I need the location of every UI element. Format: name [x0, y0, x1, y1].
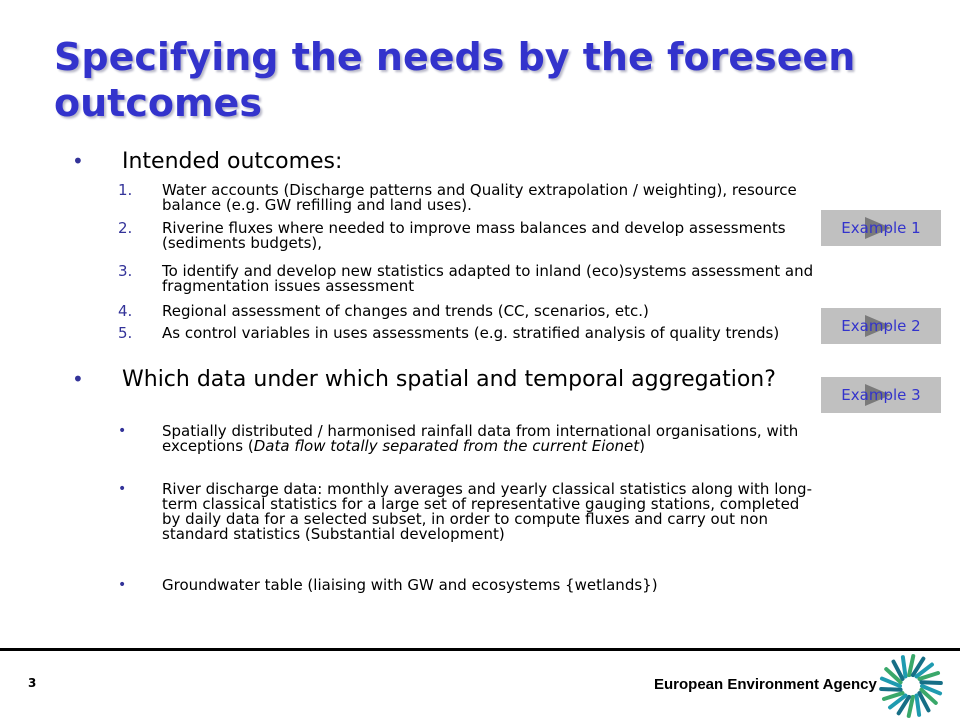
list-number: 3.: [118, 262, 133, 280]
text-part: ): [639, 437, 646, 455]
list-number: 1.: [118, 181, 133, 199]
list-number: 5.: [118, 324, 133, 342]
list-item-text: Riverine fluxes where needed to improve mass balances and develop assessments (sediments budgets),: [162, 219, 786, 252]
list-item-text: Water accounts (Discharge patterns and Quality extrapolation / weighting), resource balance (e.g. GW refilling and land uses).: [162, 181, 797, 214]
example-button-label: Example 2: [841, 317, 921, 335]
list-item-text: Groundwater table (liaising with GW and ecosystems {wetlands}): [162, 576, 658, 594]
example-button-label: Example 1: [841, 219, 921, 237]
agency-name: European Environment Agency: [654, 676, 877, 693]
bullet-icon: •: [118, 481, 127, 497]
eea-logo-icon: [878, 653, 944, 719]
list-item-text: [162, 424, 822, 454]
bullet-icon: •: [72, 149, 84, 173]
text-part: Spatially distributed / harmonised rainfall data from international organisations, with exceptions (: [162, 422, 799, 455]
slide-title: Specifying the needs by the foreseen outcomes: [54, 35, 856, 125]
logo-ray: [921, 682, 941, 683]
section-heading: Intended outcomes:: [122, 149, 343, 174]
example-2-button[interactable]: [821, 308, 941, 344]
example-1-button[interactable]: [821, 210, 941, 246]
logo-ray: [917, 696, 920, 715]
list-item-text: To identify and develop new statistics adapted to inland (eco)systems assessment and fragmentation issues assessment: [162, 262, 814, 295]
footer-divider: [0, 648, 960, 651]
list-item-text: Regional assessment of changes and trends (CC, scenarios, etc.): [162, 302, 649, 320]
list-item-text: As control variables in uses assessments (e.g. stratified analysis of quality trends): [162, 324, 780, 342]
list-number: 4.: [118, 302, 133, 320]
example-button-label: Example 3: [841, 386, 921, 404]
bullet-icon: •: [118, 577, 127, 593]
logo-ray: [903, 657, 906, 676]
list-number: 2.: [118, 219, 133, 237]
page-number: 3: [28, 676, 37, 690]
bullet-icon: •: [118, 423, 127, 439]
logo-ray: [881, 689, 901, 690]
bullet-icon: •: [72, 367, 84, 391]
emphasis-text: Data flow totally separated from the current Eionet: [253, 437, 640, 455]
list-item-text: River discharge data: monthly averages and yearly classical statistics along with long-term classical statistics for a large set of representative gauging stations, completed by daily data for a selected subset, in order to compute fluxes and carry out non standard statistics (Substantial development): [162, 480, 812, 543]
example-3-button[interactable]: [821, 377, 941, 413]
section-heading: Which data under which spatial and temporal aggregation?: [122, 367, 776, 392]
